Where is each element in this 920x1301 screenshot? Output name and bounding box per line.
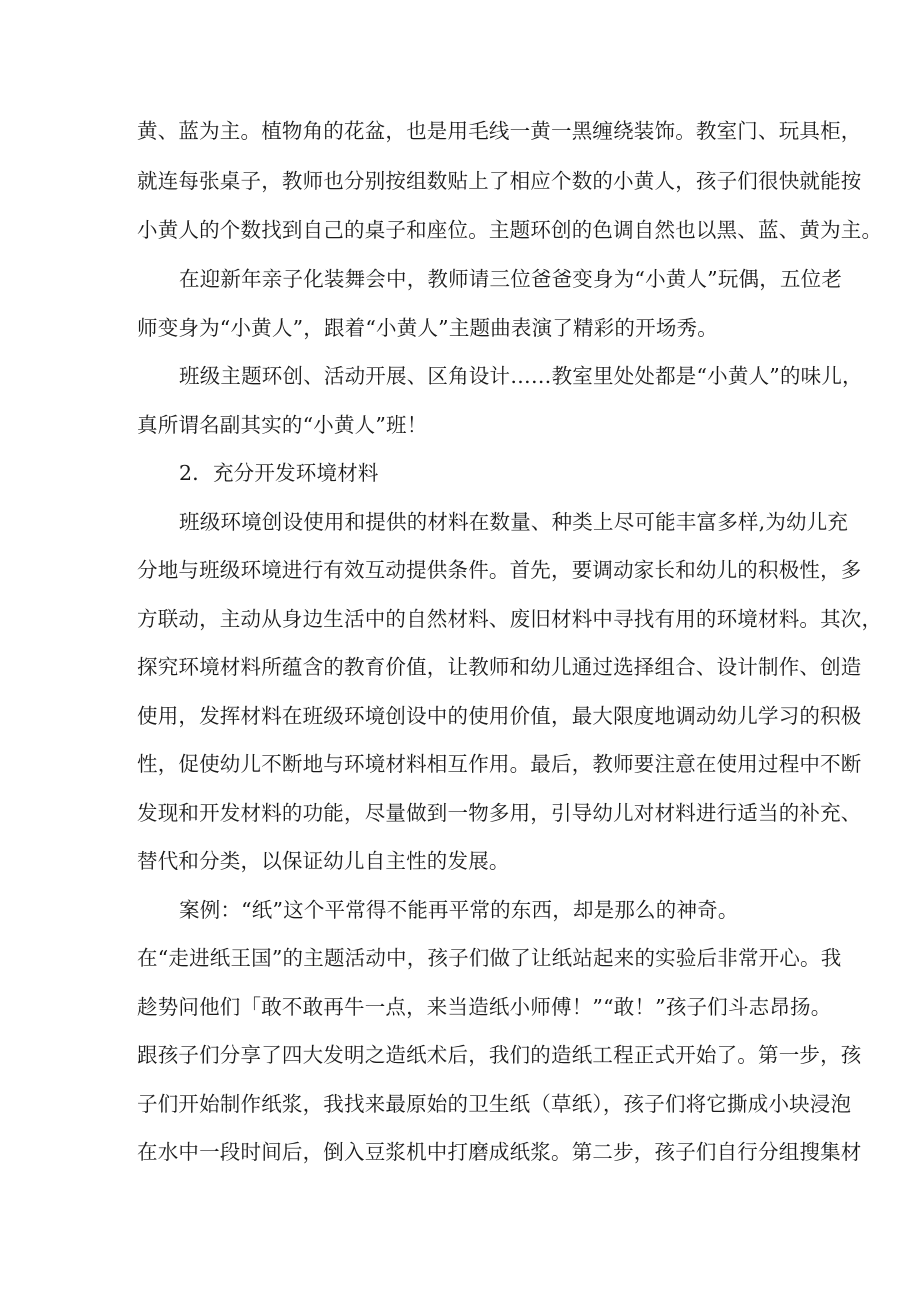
text-line: 发现和开发材料的功能，尽量做到一物多用，引导幼儿对材料进行适当的补充、 [137,801,862,825]
text-line: 在水中一段时间后，倒入豆浆机中打磨成纸浆。第二步，孩子们自行分组搜集材 [137,1140,862,1164]
text-line: 跟孩子们分享了四大发明之造纸术后，我们的造纸工程正式开始了。第一步，孩 [137,1043,862,1067]
text-line: 在“走进纸王国”的主题活动中，孩子们做了让纸站起来的实验后非常开心。我 [137,946,842,970]
text-line: 师变身为“小黄人”，跟着“小黄人”主题曲表演了精彩的开场秀。 [137,316,718,340]
text-line: 真所谓名副其实的“小黄人”班！ [137,413,428,437]
text-line: 子们开始制作纸浆，我找来最原始的卫生纸（草纸），孩子们将它撕成小块浸泡 [137,1092,852,1116]
case-intro: 案例：“纸”这个平常得不能再平常的东西，却是那么的神奇。 [179,898,739,922]
text-line: 探究环境材料所蕴含的教育价值，让教师和幼儿通过选择组合、设计制作、创造 [137,655,862,679]
text-line: 趁势问他们「敢不敢再牛一点，来当造纸小师傅！”“敢！”孩子们斗志昂扬。 [137,995,832,1019]
text-line: 班级主题环创、活动开展、区角设计……教室里处处都是“小黄人”的味儿， [179,364,863,388]
text-line: 在迎新年亲子化装舞会中，教师请三位爸爸变身为“小黄人”玩偶，五位老 [179,267,843,291]
text-line: 黄、蓝为主。植物角的花盆，也是用毛线一黄一黑缠绕装饰。教室门、玩具柜， [137,119,862,143]
text-line: 就连每张桌子，教师也分别按组数贴上了相应个数的小黄人，孩子们很快就能按 [137,169,862,193]
text-line: 方联动，主动从身边生活中的自然材料、废旧材料中寻找有用的环境材料。其次， [137,607,883,631]
text-line: 班级环境创设使用和提供的材料在数量、种类上尽可能丰富多样,为幼儿充 [179,510,849,534]
text-line: 替代和分类，以保证幼儿自主性的发展。 [137,849,510,873]
text-line: 性，促使幼儿不断地与环境材料相互作用。最后，教师要注意在使用过程中不断 [137,752,862,776]
section-heading: 2．充分开发环境材料 [179,461,379,485]
text-line: 使用，发挥材料在班级环境创设中的使用价值，最大限度地调动幼儿学习的积极 [137,704,862,728]
text-line: 小黄人的个数找到自己的桌子和座位。主题环创的色调自然也以黑、蓝、黄为主。 [137,218,883,242]
text-line: 分地与班级环境进行有效互动提供条件。首先，要调动家长和幼儿的积极性，多 [137,558,862,582]
